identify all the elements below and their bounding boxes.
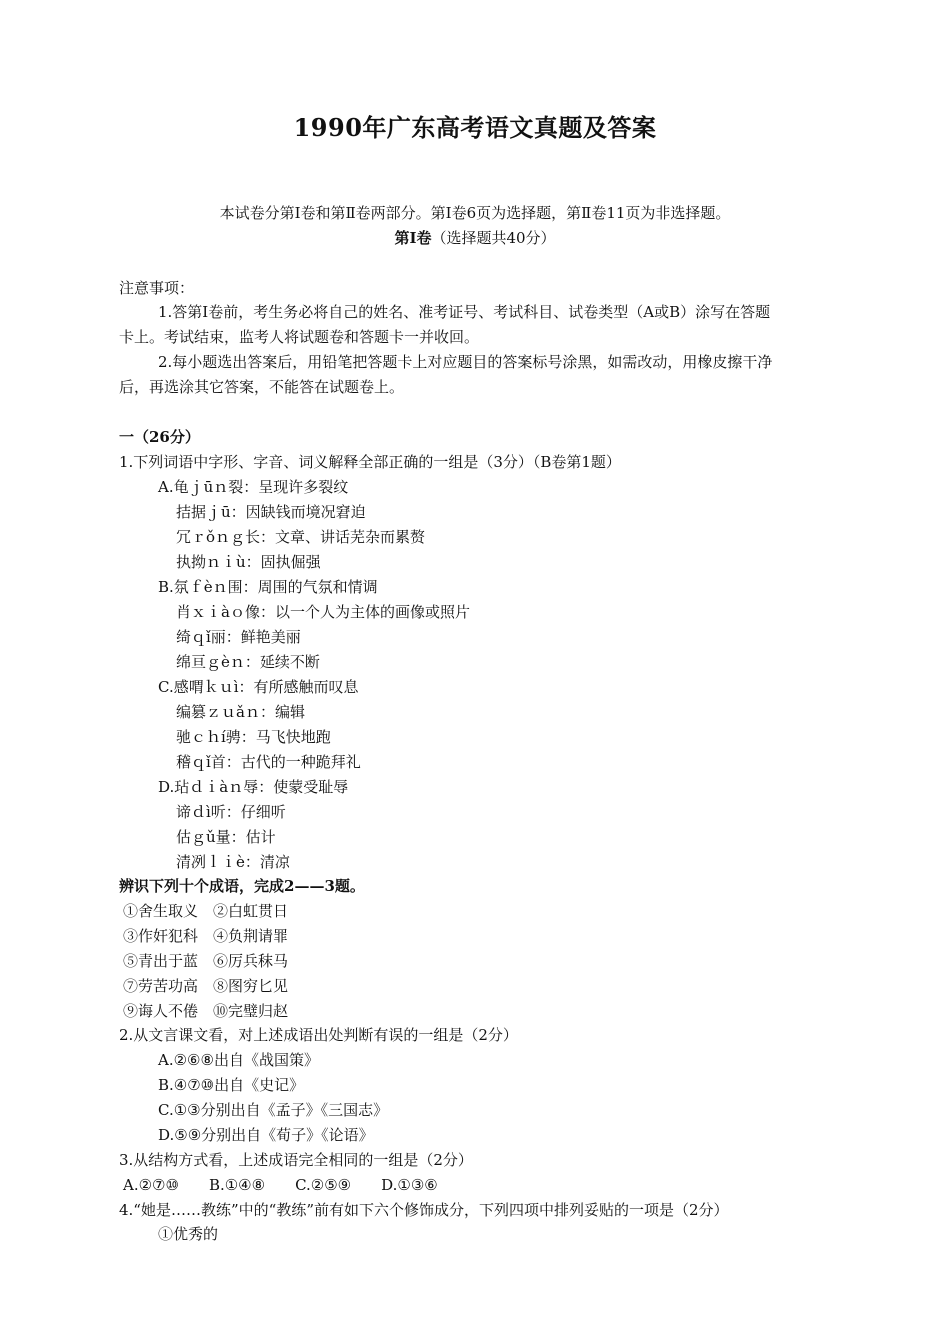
q1-option-a-item: 拮据ｊū：因缺钱而境况窘迫 bbox=[176, 503, 366, 521]
idiom-row: ③作奸犯科 ④负荆请罪 bbox=[123, 927, 289, 945]
q1-option-b-item: 绵亘ｇèｎ：延续不断 bbox=[176, 653, 320, 671]
question-2-stem: 2.从文言课文看，对上述成语出处判断有误的一组是（2分） bbox=[119, 1026, 518, 1044]
idiom-row: ⑨诲人不倦 ⑩完璧归赵 bbox=[123, 1002, 289, 1020]
q1-option-d-item: 清冽ｌｉè：清凉 bbox=[176, 853, 290, 871]
volume-label: 第Ⅰ卷 bbox=[394, 229, 432, 247]
q1-option-c-item: 驰ｃｈí骋：马飞快地跑 bbox=[176, 728, 331, 746]
section-heading: 一（26分） bbox=[119, 428, 200, 446]
q4-item: ①优秀的 bbox=[158, 1225, 219, 1243]
question-3-stem: 3.从结构方式看，上述成语完全相同的一组是（2分） bbox=[119, 1151, 473, 1169]
idiom-row: ⑦劳苦功高 ⑧图穷匕见 bbox=[123, 977, 289, 995]
q1-option-a: A.龟ｊūｎ裂：呈现许多裂纹 bbox=[158, 478, 349, 496]
notice-item-1: 1.答第Ⅰ卷前，考生务必将自己的姓名、准考证号、考试科目、试卷类型（A或B）涂写在答题 bbox=[158, 303, 771, 321]
volume-note: （选择题共40分） bbox=[431, 229, 556, 247]
q1-option-a-item: 执拗ｎｉù：固执倔强 bbox=[176, 553, 321, 571]
q2-option-c: C.①③分别出自《孟子》《三国志》 bbox=[158, 1101, 389, 1119]
q2-option-d: D.⑤⑨分别出自《荀子》《论语》 bbox=[158, 1126, 374, 1144]
page-title: 1990年广东高考语文真题及答案 bbox=[293, 113, 657, 142]
q1-option-c-item: 稽ｑǐ首：古代的一种跪拜礼 bbox=[176, 753, 361, 771]
q1-option-d-item: 谛ｄì听：仔细听 bbox=[176, 803, 286, 821]
notice-heading: 注意事项： bbox=[119, 279, 195, 297]
q1-option-a-item: 冗ｒǒｎｇ长：文章、讲话芜杂而累赘 bbox=[176, 528, 426, 546]
intro-text: 本试卷分第Ⅰ卷和第Ⅱ卷两部分。第Ⅰ卷6页为选择题，第Ⅱ卷11页为非选择题。 bbox=[219, 204, 731, 222]
notice-item-2: 2.每小题选出答案后，用铅笔把答题卡上对应题目的答案标号涂黑，如需改动，用橡皮擦干净 bbox=[158, 353, 773, 371]
notice-item-2-cont: 后，再选涂其它答案，不能答在试题卷上。 bbox=[119, 378, 405, 396]
idioms-heading: 辨识下列十个成语，完成2——3题。 bbox=[119, 877, 365, 895]
q1-option-b-item: 肖ｘｉàｏ像：以一个人为主体的画像或照片 bbox=[176, 603, 470, 621]
question-4-stem: 4.“她是……教练”中的“教练”前有如下六个修饰成分，下列四项中排列妥贴的一项是（2分） bbox=[119, 1201, 729, 1219]
volume-heading bbox=[0, 228, 950, 248]
question-1-stem: 1.下列词语中字形、字音、词义解释全部正确的一组是（3分）（B卷第1题） bbox=[119, 453, 621, 471]
q1-option-d: D.玷ｄｉàｎ辱：使蒙受耻辱 bbox=[158, 778, 349, 796]
idiom-row: ⑤青出于蓝 ⑥厉兵秣马 bbox=[123, 952, 289, 970]
q1-option-d-item: 估ｇǔ量：估计 bbox=[176, 828, 276, 846]
notice-item-1-cont: 卡上。考试结束，监考人将试题卷和答题卡一并收回。 bbox=[119, 328, 480, 346]
q2-option-b: B.④⑦⑩出自《史记》 bbox=[158, 1076, 305, 1094]
q1-option-c-item: 编篡ｚｕǎｎ：编辑 bbox=[176, 703, 305, 721]
q2-option-a: A.②⑥⑧出自《战国策》 bbox=[158, 1051, 319, 1069]
q1-option-b-item: 绮ｑǐ丽：鲜艳美丽 bbox=[176, 628, 301, 646]
q1-option-b: B.氛ｆèｎ围：周围的气氛和情调 bbox=[158, 578, 378, 596]
q1-option-c: C.感喟ｋｕì：有所感触而叹息 bbox=[158, 678, 359, 696]
idiom-row: ①舍生取义 ②白虹贯日 bbox=[123, 902, 289, 920]
q3-options: A.②⑦⑩ B.①④⑧ C.②⑤⑨ D.①③⑥ bbox=[123, 1176, 438, 1194]
